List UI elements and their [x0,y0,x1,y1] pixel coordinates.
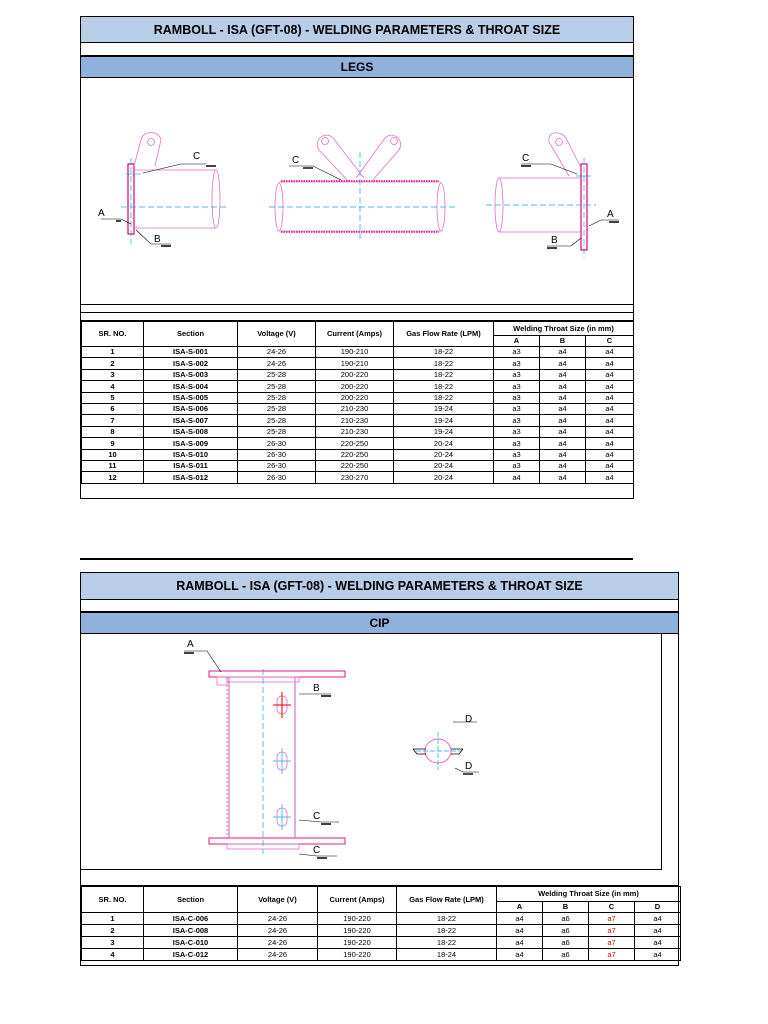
table-row [82,925,681,937]
cell-c: a7 [589,949,635,961]
col-b: B [543,902,589,913]
legs-label-b: B [154,234,161,245]
legs-gap-1 [81,304,633,313]
cell-voltage: 25-28 [238,403,316,414]
cell-gas: 18-22 [397,913,497,925]
cell-gas: 18-22 [397,925,497,937]
table-row [82,949,681,961]
cell-section: ISA-S-005 [144,392,238,403]
cell-b: a4 [540,449,586,460]
cell-a: a3 [494,403,540,414]
cell-b: a6 [543,913,589,925]
cell-c: a7 [589,925,635,937]
cip-label-a: A [187,639,194,650]
cell-sr: 11 [82,460,144,471]
cell-gas: 19-24 [394,426,494,437]
cell-sr: 9 [82,438,144,449]
cell-a: a3 [494,347,540,358]
cell-a: a4 [497,925,543,937]
cell-sr: 5 [82,392,144,403]
col-b: B [540,336,586,347]
cell-section: ISA-C-010 [144,937,238,949]
legs-sheet [80,16,634,499]
cell-c: a4 [586,347,634,358]
cell-voltage: 24-26 [238,949,318,961]
col-d: D [635,902,681,913]
table-row [82,369,634,380]
cip-label-b: B [313,683,320,694]
cell-section: ISA-S-004 [144,381,238,392]
legs-label-c3: C [522,153,530,164]
legs-label-a: A [98,208,105,219]
table-row [82,403,634,414]
cell-current: 200-220 [316,369,394,380]
cell-a: a4 [497,949,543,961]
col-current: Current (Amps) [316,322,394,347]
cell-a: a3 [494,460,540,471]
cell-a: a3 [494,449,540,460]
cip-label-c2: C [313,845,321,856]
cip-spacer [81,600,678,612]
cell-section: ISA-C-008 [144,925,238,937]
cip-front-view [184,651,345,858]
cell-voltage: 26-30 [238,438,316,449]
cell-gas: 18-22 [394,358,494,369]
legs-title: RAMBOLL - ISA (GFT-08) - WELDING PARAMETERS & THROAT SIZE [81,17,633,43]
cell-a: a3 [494,381,540,392]
cell-voltage: 26-30 [238,449,316,460]
table-row [82,381,634,392]
table-row [82,358,634,369]
cell-c: a7 [589,913,635,925]
cell-voltage: 25-28 [238,369,316,380]
table-row [82,937,681,949]
cell-voltage: 24-26 [238,347,316,358]
cell-b: a4 [540,392,586,403]
cell-gas: 18-22 [397,937,497,949]
cell-gas: 18-22 [394,381,494,392]
cell-sr: 12 [82,472,144,483]
cell-a: a4 [494,472,540,483]
cip-drawing-svg [81,634,678,871]
cell-current: 190-220 [318,949,397,961]
legs-spacer [81,43,633,56]
table-row [82,913,681,925]
cell-current: 200-220 [316,392,394,403]
cell-current: 200-220 [316,381,394,392]
cell-b: a6 [543,937,589,949]
legs-drawing [81,78,633,304]
cell-c: a4 [586,449,634,460]
cell-voltage: 24-26 [238,913,318,925]
cell-gas: 18-22 [394,369,494,380]
cell-section: ISA-S-012 [144,472,238,483]
col-current: Current (Amps) [318,887,397,913]
leg-top-view-middle [269,135,457,240]
cell-section: ISA-S-002 [144,358,238,369]
col-throat: Welding Throat Size (in mm) [497,887,681,902]
legs-table-body [82,347,634,484]
cell-section: ISA-C-006 [144,913,238,925]
cell-sr: 1 [82,347,144,358]
cell-section: ISA-S-008 [144,426,238,437]
cell-sr: 2 [82,358,144,369]
cell-section: ISA-S-006 [144,403,238,414]
col-a: A [494,336,540,347]
cell-a: a3 [494,392,540,403]
cell-sr: 10 [82,449,144,460]
cell-section: ISA-S-003 [144,369,238,380]
cell-b: a4 [540,403,586,414]
cell-a: a3 [494,438,540,449]
cell-c: a4 [586,358,634,369]
cell-d: a4 [635,949,681,961]
cell-d: a4 [635,937,681,949]
cell-voltage: 26-30 [238,460,316,471]
legs-subtitle: LEGS [81,56,633,78]
legs-drawing-svg [81,78,633,304]
cell-voltage: 26-30 [238,472,316,483]
leg-side-view-left [101,133,229,247]
cell-gas: 20-24 [394,472,494,483]
cell-current: 210-230 [316,426,394,437]
cell-b: a6 [543,925,589,937]
cell-b: a4 [540,426,586,437]
legs-label-c2: C [292,155,300,166]
cell-c: a4 [586,426,634,437]
table-row [82,460,634,471]
table-row [82,449,634,460]
cell-sr: 4 [82,949,144,961]
cell-b: a4 [540,472,586,483]
cell-voltage: 25-28 [238,415,316,426]
col-section: Section [144,322,238,347]
cell-gas: 20-24 [394,460,494,471]
cell-current: 190-220 [318,913,397,925]
legs-gap-2 [81,313,633,321]
table-row [82,415,634,426]
col-c: C [589,902,635,913]
section-divider [80,558,633,560]
cell-c: a7 [589,937,635,949]
cip-title: RAMBOLL - ISA (GFT-08) - WELDING PARAMETERS & THROAT SIZE [81,573,678,600]
cell-d: a4 [635,925,681,937]
cell-a: a4 [497,937,543,949]
legs-label-a2: A [607,209,614,220]
table-row [82,426,634,437]
cell-current: 190-220 [318,925,397,937]
cell-a: a4 [497,913,543,925]
cell-current: 210-230 [316,415,394,426]
cell-voltage: 24-26 [238,937,318,949]
cell-c: a4 [586,472,634,483]
cip-gap [81,871,678,886]
cell-current: 190-210 [316,358,394,369]
cip-table [81,886,681,961]
cell-current: 230-270 [316,472,394,483]
cell-gas: 18-22 [394,392,494,403]
cip-sheet [80,572,679,966]
cell-current: 210-230 [316,403,394,414]
cell-gas: 20-24 [394,438,494,449]
legs-table [81,321,634,484]
cell-b: a4 [540,358,586,369]
cell-sr: 8 [82,426,144,437]
cell-a: a3 [494,415,540,426]
cell-gas: 19-24 [394,403,494,414]
cell-current: 220-250 [316,460,394,471]
cell-a: a3 [494,358,540,369]
cell-current: 190-210 [316,347,394,358]
cell-b: a4 [540,460,586,471]
col-sr: SR. NO. [82,322,144,347]
cell-current: 220-250 [316,449,394,460]
cell-voltage: 25-28 [238,381,316,392]
cell-c: a4 [586,415,634,426]
cell-b: a4 [540,347,586,358]
table-row [82,347,634,358]
cell-voltage: 25-28 [238,392,316,403]
cell-c: a4 [586,403,634,414]
cell-b: a4 [540,381,586,392]
cip-table-body [82,913,681,961]
cell-voltage: 24-26 [238,925,318,937]
cell-c: a4 [586,381,634,392]
col-gas: Gas Flow Rate (LPM) [394,322,494,347]
cell-gas: 18-24 [397,949,497,961]
cell-sr: 4 [82,381,144,392]
cell-sr: 1 [82,913,144,925]
cip-label-d: D [465,714,473,725]
cell-section: ISA-C-012 [144,949,238,961]
col-voltage: Voltage (V) [238,887,318,913]
cell-sr: 7 [82,415,144,426]
col-a: A [497,902,543,913]
cell-sr: 6 [82,403,144,414]
table-row [82,392,634,403]
cell-voltage: 24-26 [238,358,316,369]
cell-d: a4 [635,913,681,925]
cell-b: a4 [540,369,586,380]
cell-c: a4 [586,460,634,471]
cell-current: 190-220 [318,937,397,949]
cip-label-d2: D [465,761,473,772]
cell-sr: 3 [82,369,144,380]
col-throat: Welding Throat Size (in mm) [494,322,634,336]
table-row [82,438,634,449]
cell-c: a4 [586,392,634,403]
cell-section: ISA-S-001 [144,347,238,358]
col-sr: SR. NO. [82,887,144,913]
cell-sr: 2 [82,925,144,937]
cell-a: a3 [494,369,540,380]
cell-b: a4 [540,438,586,449]
cip-drawing [81,634,678,871]
col-section: Section [144,887,238,913]
table-row [82,472,634,483]
cell-a: a3 [494,426,540,437]
cell-b: a4 [540,415,586,426]
cell-section: ISA-S-010 [144,449,238,460]
cell-section: ISA-S-011 [144,460,238,471]
cip-label-c: C [313,811,321,822]
col-voltage: Voltage (V) [238,322,316,347]
cell-c: a4 [586,438,634,449]
cell-current: 220-250 [316,438,394,449]
cell-gas: 18-22 [394,347,494,358]
col-gas: Gas Flow Rate (LPM) [397,887,497,913]
cell-b: a6 [543,949,589,961]
legs-label-b2: B [551,235,558,246]
cip-subtitle: CIP [81,612,678,634]
cell-voltage: 25-28 [238,426,316,437]
cell-sr: 3 [82,937,144,949]
cell-c: a4 [586,369,634,380]
cell-section: ISA-S-009 [144,438,238,449]
cell-gas: 20-24 [394,449,494,460]
col-c: C [586,336,634,347]
cell-gas: 19-24 [394,415,494,426]
legs-label-c: C [193,151,201,162]
cell-section: ISA-S-007 [144,415,238,426]
